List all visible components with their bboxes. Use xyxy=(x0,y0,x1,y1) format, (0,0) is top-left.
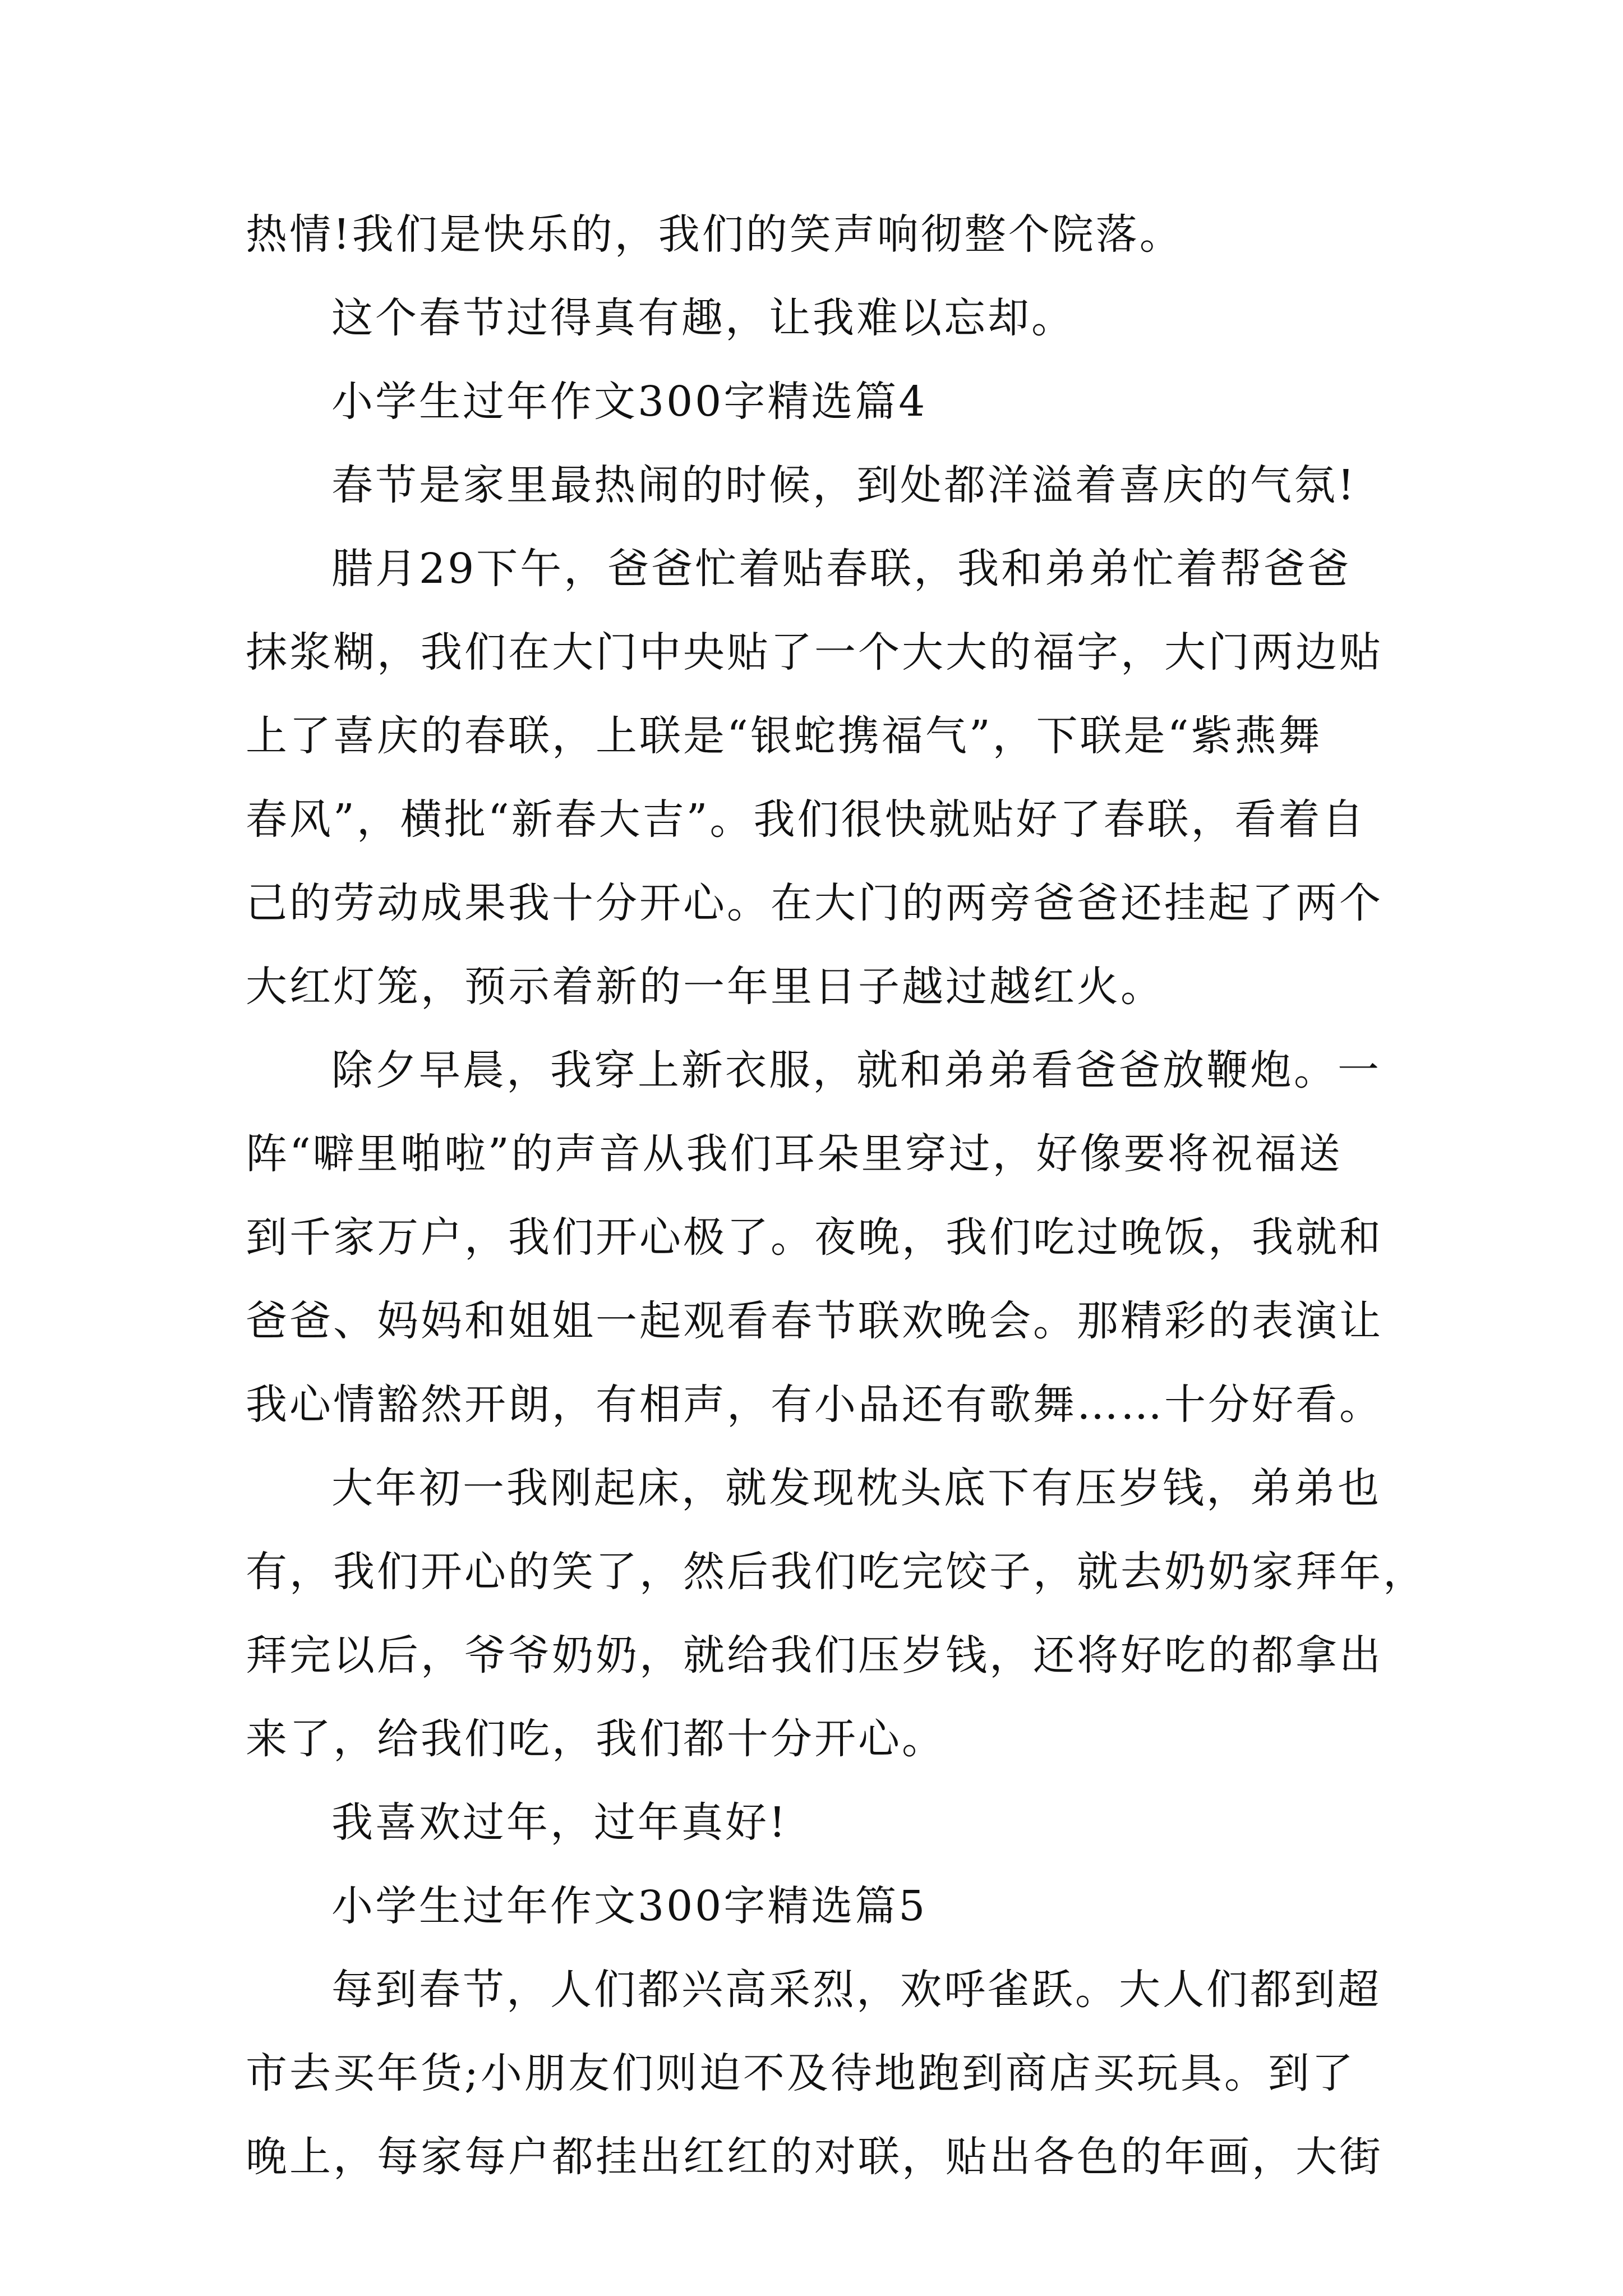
paragraph-line: 每到春节，人们都兴高采烈，欢呼雀跃。大人们都到超 xyxy=(331,1966,1381,2014)
paragraph-line: 市去买年货;小朋友们则迫不及待地跑到商店买玩具。到了 xyxy=(246,2049,1355,2097)
paragraph-line: 腊月29下午，爸爸忙着贴春联，我和弟弟忙着帮爸爸 xyxy=(331,545,1352,593)
section-heading: 小学生过年作文300字精选篇4 xyxy=(331,378,928,426)
paragraph-line: 阵“噼里啪啦”的声音从我们耳朵里穿过，好像要将祝福送 xyxy=(246,1130,1343,1178)
paragraph-line: 我心情豁然开朗，有相声，有小品还有歌舞……十分好看。 xyxy=(246,1381,1383,1429)
paragraph-line: 来了，给我们吃，我们都十分开心。 xyxy=(246,1715,946,1763)
paragraph-line: 除夕早晨，我穿上新衣服，就和弟弟看爸爸放鞭炮。一 xyxy=(331,1046,1381,1094)
paragraph-line: 到千家万户，我们开心极了。夜晚，我们吃过晚饭，我就和 xyxy=(246,1213,1383,1262)
paragraph-line: 爸爸、妈妈和姐姐一起观看春节联欢晚会。那精彩的表演让 xyxy=(246,1297,1383,1345)
paragraph-line: 我喜欢过年，过年真好! xyxy=(331,1798,788,1847)
paragraph-line: 热情!我们是快乐的，我们的笑声响彻整个院落。 xyxy=(246,210,1183,259)
paragraph-line: 春节是家里最热闹的时候，到处都洋溢着喜庆的气氛! xyxy=(331,461,1357,509)
paragraph-line: 拜完以后，爷爷奶奶，就给我们压岁钱，还将好吃的都拿出 xyxy=(246,1631,1383,1680)
paragraph-line: 春风”，横批“新春大吉”。我们很快就贴好了春联，看着自 xyxy=(246,795,1366,844)
paragraph-line: 有，我们开心的笑了，然后我们吃完饺子，就去奶奶家拜年， xyxy=(246,1548,1427,1596)
paragraph-line: 这个春节过得真有趣，让我难以忘却。 xyxy=(331,294,1075,342)
paragraph-line: 抹浆糊，我们在大门中央贴了一个大大的福字，大门两边贴 xyxy=(246,628,1383,677)
paragraph-line: 己的劳动成果我十分开心。在大门的两旁爸爸还挂起了两个 xyxy=(246,879,1383,927)
paragraph-line: 大年初一我刚起床，就发现枕头底下有压岁钱，弟弟也 xyxy=(331,1464,1381,1512)
paragraph-line: 大红灯笼，预示着新的一年里日子越过越红火。 xyxy=(246,963,1164,1011)
paragraph-line: 晚上，每家每户都挂出红红的对联，贴出各色的年画，大街 xyxy=(246,2133,1383,2181)
paragraph-line: 上了喜庆的春联，上联是“银蛇携福气”，下联是“紫燕舞 xyxy=(246,712,1322,760)
section-heading: 小学生过年作文300字精选篇5 xyxy=(331,1882,928,1930)
